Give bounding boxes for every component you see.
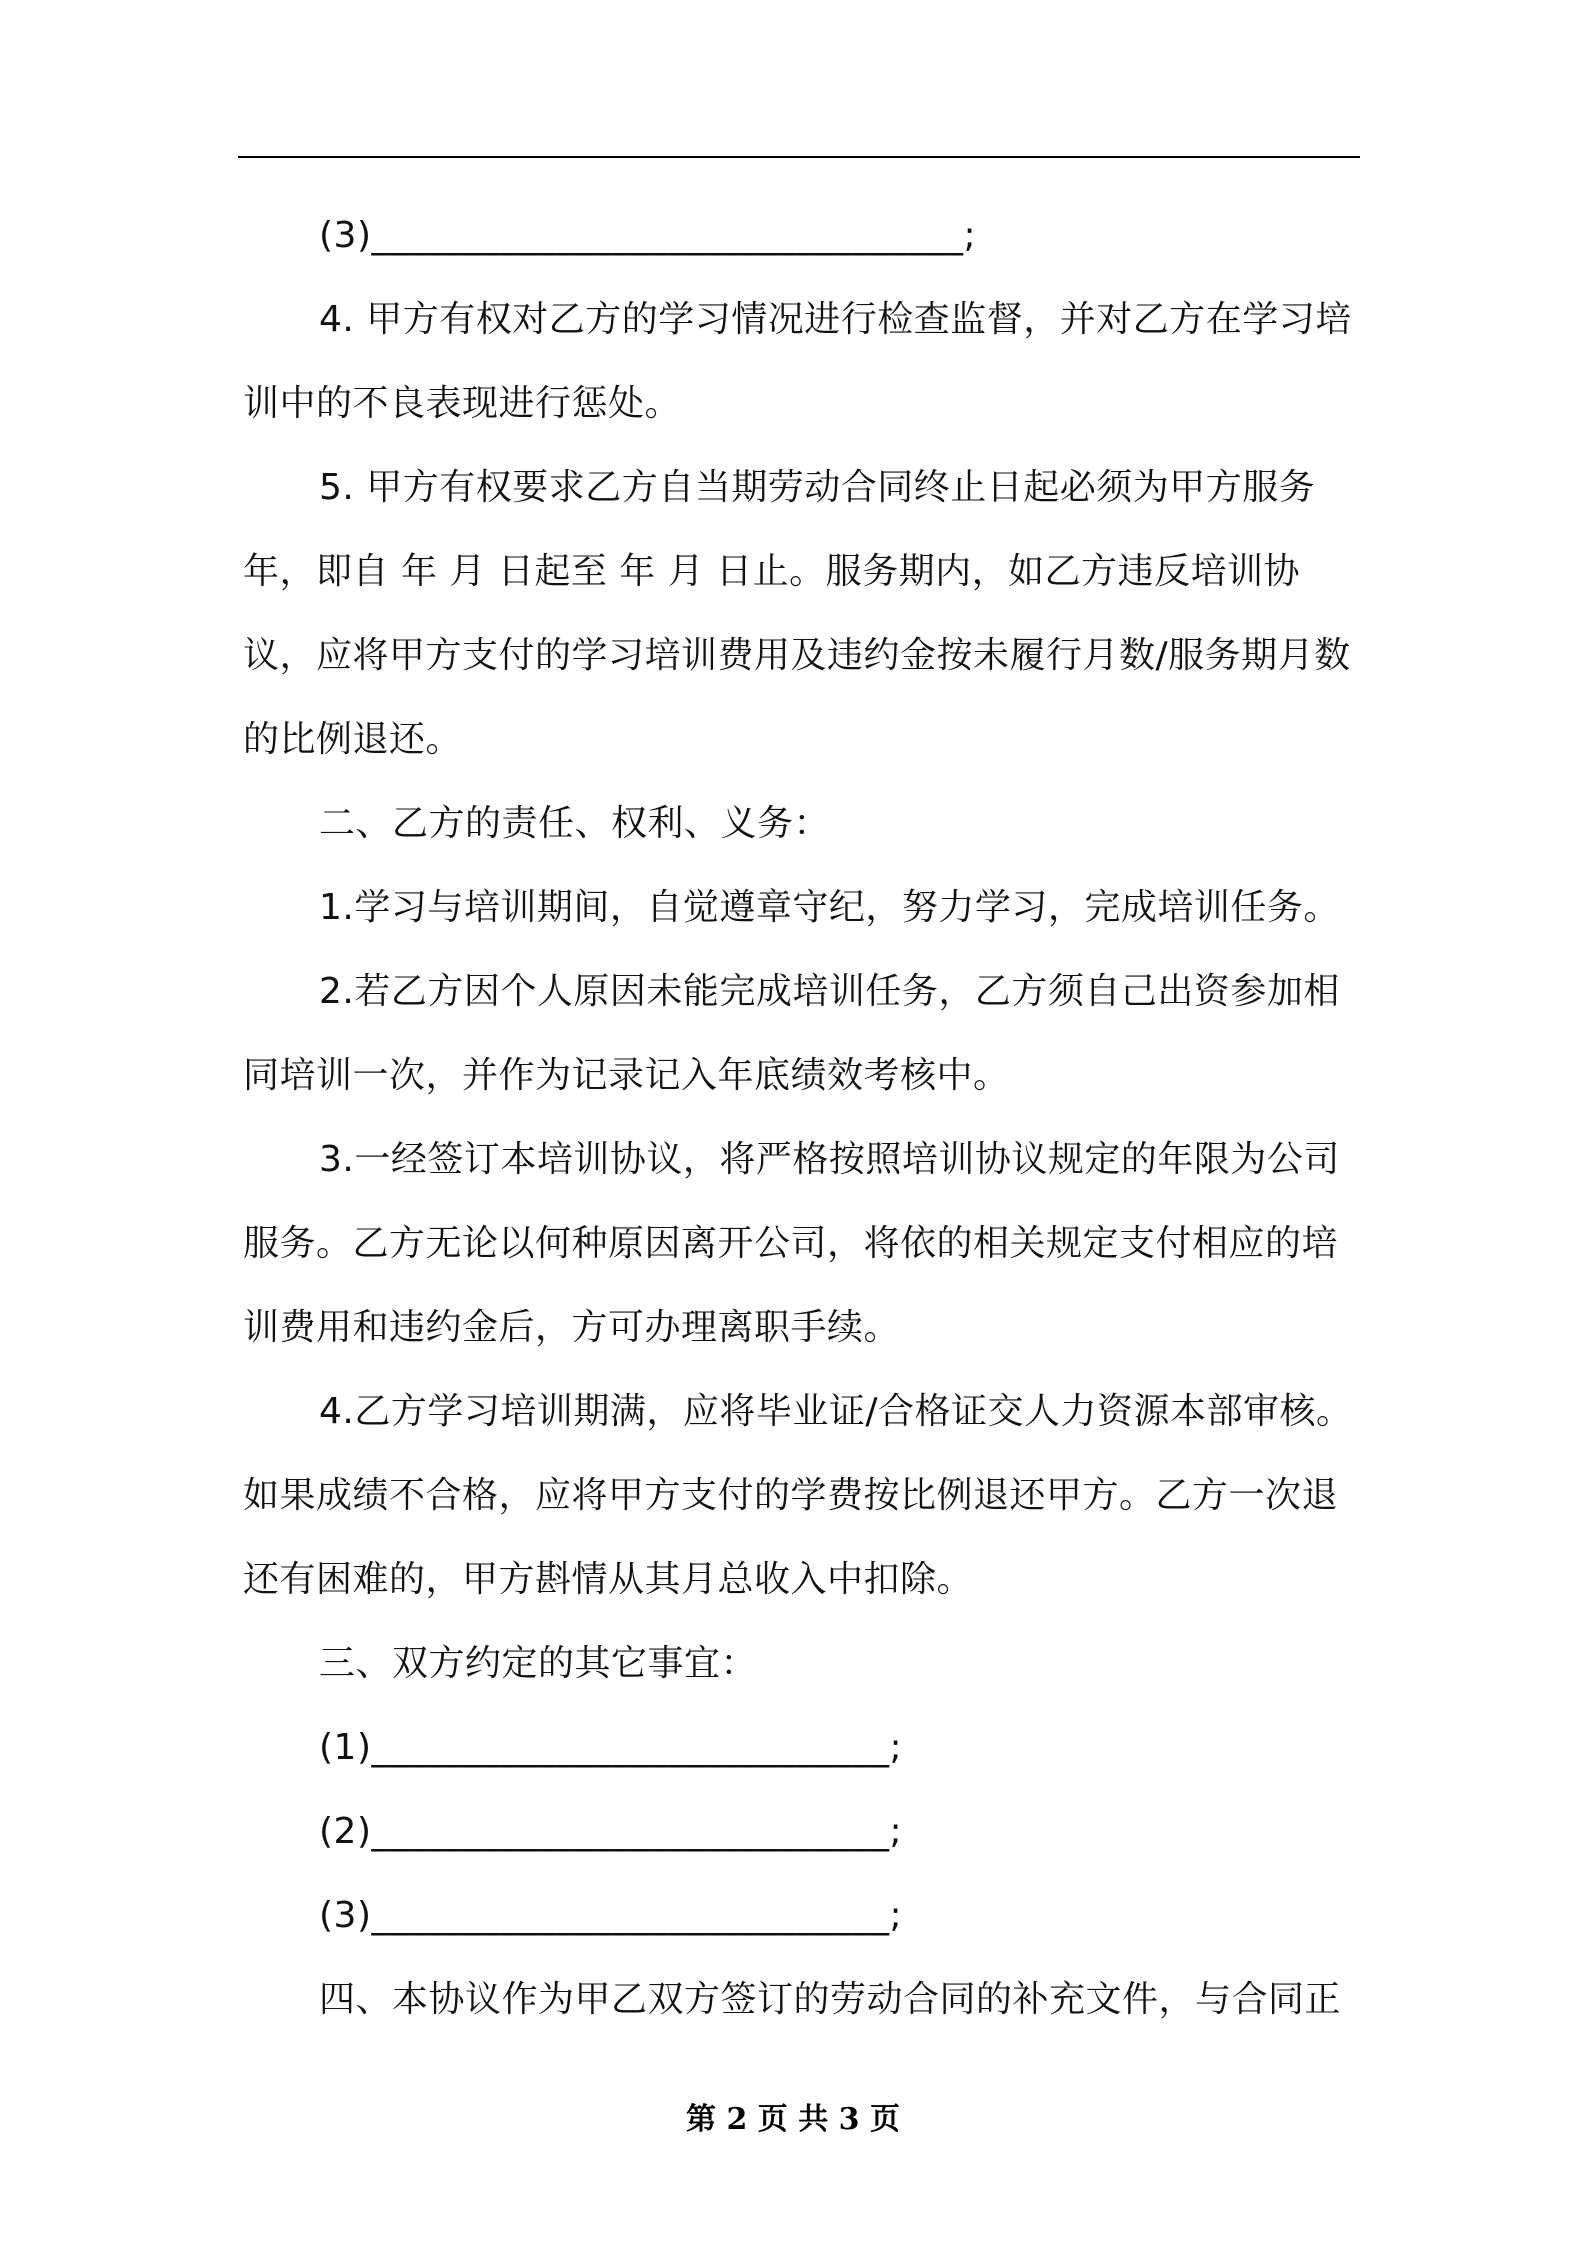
blank-item-1: (1)____________________________; <box>319 1727 903 1768</box>
header-rule <box>238 156 1360 158</box>
clause-b1: 1.学习与培训期间，自觉遵章守纪，努力学习，完成培训任务。 <box>319 887 1340 928</box>
clause-b2: 2.若乙方因个人原因未能完成培训任务，乙方须自己出资参加相同培训一次，并作为记录记入年底绩效考核中。 <box>243 971 1340 1096</box>
blank-item-2: (2)____________________________; <box>319 1811 903 1852</box>
blank-item-3: (3)________________________________; <box>319 215 977 256</box>
section-heading-2: 二、乙方的责任、权利、义务： <box>319 803 831 844</box>
clause-b4: 4.乙方学习培训期满，应将毕业证/合格证交人力资源本部审核。如果成绩不合格，应将甲方支付的学费按比例退还甲方。乙方一次退还有困难的，甲方斟情从其月总收入中扣除。 <box>243 1391 1353 1600</box>
blank-item-3b: (3)____________________________; <box>319 1895 903 1936</box>
clause-a4: 4. 甲方有权对乙方的学习情况进行检查监督，并对乙方在学习培训中的不良表现进行惩处。 <box>243 299 1352 424</box>
clause-b3: 3.一经签订本培训协议，将严格按照培训协议规定的年限为公司服务。乙方无论以何种原因离开公司，将依的相关规定支付相应的培训费用和违约金后，方可办理离职手续。 <box>243 1139 1340 1348</box>
clause-a5: 5. 甲方有权要求乙方自当期劳动合同终止日起必须为甲方服务 年，即自 年 月 日起至 年 月 日止。服务期内，如乙方违反培训协议，应将甲方支付的学习培训费用及违约金按未履行月数/服务期月数的比例退还。 <box>243 467 1351 760</box>
section-heading-4: 四、本协议作为甲乙双方签订的劳动合同的补充文件，与合同正 <box>319 1979 1342 2020</box>
page-number-footer: 第 2 页 共 3 页 <box>686 2102 900 2137</box>
section-heading-3: 三、双方约定的其它事宜： <box>319 1643 758 1684</box>
document-body <box>243 194 1355 2042</box>
